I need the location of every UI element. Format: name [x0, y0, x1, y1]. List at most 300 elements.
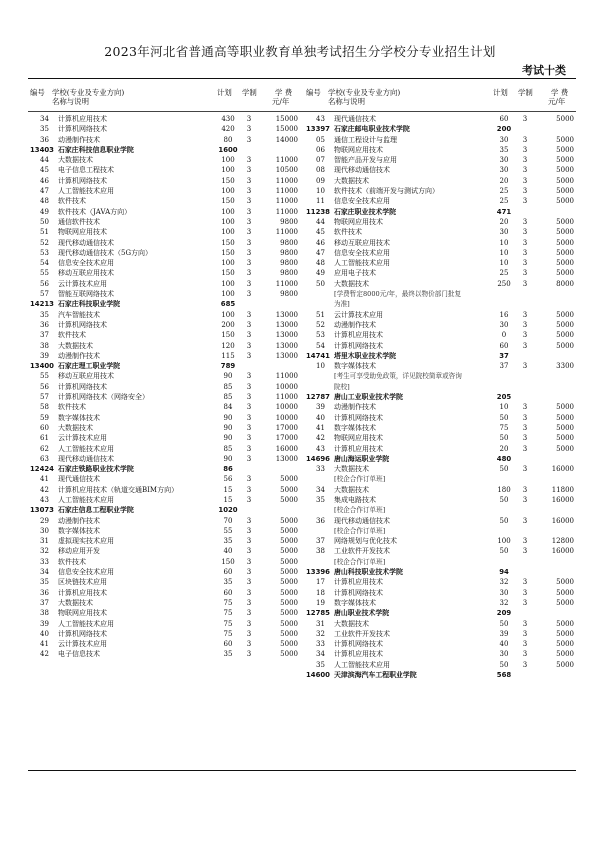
major-years: 3: [246, 290, 252, 299]
header-name-desc: 名称与说明: [52, 97, 89, 106]
major-code: 49: [40, 207, 49, 216]
school-name: 唐山海运职业学院: [334, 454, 390, 463]
major-code: 53: [316, 331, 325, 340]
major-plan: 50: [499, 516, 509, 525]
major-code: 52: [316, 320, 325, 329]
major-plan: 150: [221, 269, 235, 278]
major-plan: 10: [499, 238, 509, 247]
major-fee: 5000: [556, 217, 574, 226]
major-row: [304, 227, 576, 237]
major-plan: 150: [221, 197, 235, 206]
major-code: 34: [40, 568, 49, 577]
major-row: [304, 649, 576, 659]
major-code: 36: [40, 320, 49, 329]
major-name: 云计算技术应用: [58, 640, 107, 649]
major-years: 3: [522, 619, 528, 628]
school-row: [304, 351, 576, 361]
major-code: 46: [316, 238, 325, 247]
major-years: 3: [522, 434, 528, 443]
right-rows: [304, 114, 576, 680]
major-years: 3: [522, 331, 528, 340]
major-plan: 35: [499, 145, 509, 154]
major-plan: 55: [223, 526, 233, 535]
major-name: 动漫制作技术: [58, 351, 100, 360]
major-row: [28, 639, 300, 649]
major-code: 58: [40, 403, 49, 412]
major-name: 现代移动通信技术: [334, 516, 390, 525]
major-plan: 90: [223, 434, 233, 443]
major-plan: 80: [223, 135, 233, 144]
major-row: [28, 536, 300, 546]
major-years: 3: [246, 598, 252, 607]
major-plan: 100: [221, 217, 235, 226]
major-row: [28, 392, 300, 402]
major-name: 现代移动通信技术: [58, 454, 114, 463]
major-name: 现代移动通信技术（5G方向）: [58, 248, 153, 257]
major-fee: 5000: [280, 629, 298, 638]
major-years: 3: [522, 310, 528, 319]
major-years: 3: [522, 248, 528, 257]
major-years: 3: [246, 351, 252, 360]
major-name: 计算机网络技术: [58, 629, 107, 638]
major-code: 61: [40, 434, 49, 443]
major-code: 38: [316, 547, 325, 556]
major-plan: 60: [499, 341, 509, 350]
major-name: 软件技术: [334, 228, 362, 237]
major-row: [28, 557, 300, 567]
major-name: 数字媒体技术: [58, 413, 100, 422]
major-code: 35: [40, 125, 49, 134]
major-code: 37: [40, 331, 49, 340]
major-code: 34: [40, 115, 49, 123]
major-years: 3: [522, 495, 528, 504]
major-code: 32: [40, 547, 49, 556]
major-code: 31: [40, 537, 49, 546]
major-row: [304, 145, 576, 155]
major-row: [304, 413, 576, 423]
major-code: 06: [316, 145, 325, 154]
major-code: 05: [316, 135, 325, 144]
major-row: [28, 217, 300, 227]
major-plan: 32: [499, 598, 509, 607]
major-name: 动漫制作技术: [334, 403, 376, 412]
major-code: 37: [40, 598, 49, 607]
major-row: [304, 402, 576, 412]
major-fee: 5000: [556, 135, 574, 144]
major-fee: 5000: [556, 156, 574, 165]
major-plan: 75: [223, 609, 233, 618]
major-name: 大数据技术: [58, 341, 93, 350]
major-code: 33: [316, 640, 325, 649]
major-name: 软件技术: [58, 331, 86, 340]
major-row: [28, 546, 300, 556]
major-fee: 5000: [556, 259, 574, 268]
major-code: 48: [40, 197, 49, 206]
major-row: [28, 567, 300, 577]
major-name: 工业软件开发技术: [334, 629, 390, 638]
major-name: 人工智能技术应用: [334, 259, 390, 268]
school-row: [28, 145, 300, 155]
major-code: 59: [40, 413, 49, 422]
major-fee: 5000: [280, 640, 298, 649]
major-years: 3: [246, 475, 252, 484]
major-years: 3: [246, 485, 252, 494]
major-row: [304, 536, 576, 546]
major-row: [304, 155, 576, 165]
major-name: 物联网应用技术: [334, 434, 383, 443]
school-plan-total: 480: [496, 454, 512, 463]
major-fee: 5000: [556, 248, 574, 257]
major-code: 47: [316, 248, 325, 257]
major-row: [304, 341, 576, 351]
major-name: 计算机网络技术: [58, 382, 107, 391]
major-fee: 5000: [556, 619, 574, 628]
school-name: 唐山工业职业技术学院: [334, 393, 403, 402]
major-code: 35: [40, 578, 49, 587]
school-plan-total: 205: [496, 393, 512, 402]
major-name: 计算机网络技术: [334, 413, 383, 422]
major-row: [28, 248, 300, 258]
major-row: [28, 114, 300, 124]
major-plan: 430: [221, 115, 235, 123]
major-years: 3: [522, 640, 528, 649]
major-fee: 5000: [280, 537, 298, 546]
major-fee: 5000: [280, 485, 298, 494]
right-column-header: [304, 82, 576, 110]
major-code: 48: [316, 259, 325, 268]
major-fee: 5000: [556, 403, 574, 412]
major-name: 电子信息技术: [58, 650, 100, 659]
school-row: [304, 392, 576, 402]
school-code: 14600: [306, 671, 330, 680]
major-name: 数字媒体技术: [334, 423, 376, 432]
header-plan: 计划: [493, 88, 508, 97]
major-years: 3: [246, 320, 252, 329]
major-fee: 9800: [280, 259, 298, 268]
major-fee: 5000: [280, 619, 298, 628]
major-fee: 5000: [280, 588, 298, 597]
major-name: 集成电路技术: [334, 495, 376, 504]
note-text: 院校]: [334, 382, 350, 391]
major-code: 52: [40, 238, 49, 247]
major-plan: 60: [499, 115, 509, 123]
major-years: 3: [246, 217, 252, 226]
major-fee: 10000: [275, 413, 298, 422]
major-row: [304, 361, 576, 371]
school-row: [304, 124, 576, 134]
note-text: [校企合作订单班]: [334, 506, 386, 515]
major-name: 信息安全技术应用: [334, 197, 390, 206]
major-row: [28, 526, 300, 536]
major-name: 物联网应用技术: [58, 609, 107, 618]
major-years: 3: [522, 485, 528, 494]
school-name: 石家庄理工职业学院: [58, 362, 121, 371]
major-plan: 30: [499, 156, 509, 165]
major-code: 41: [40, 640, 49, 649]
major-years: 3: [522, 238, 528, 247]
major-code: 37: [316, 537, 325, 546]
major-row: [28, 279, 300, 289]
major-fee: 5000: [280, 609, 298, 618]
school-plan-total: 1600: [218, 145, 238, 154]
major-plan: 85: [223, 393, 233, 402]
major-code: 51: [316, 310, 325, 319]
major-fee: 5000: [556, 413, 574, 422]
major-years: 3: [246, 557, 252, 566]
major-years: 3: [246, 434, 252, 443]
major-row: [28, 423, 300, 433]
major-code: 42: [40, 485, 49, 494]
major-plan: 90: [223, 372, 233, 381]
school-code: 12787: [306, 393, 330, 402]
right-column: [304, 82, 576, 680]
major-plan: 25: [499, 187, 509, 196]
major-years: 3: [246, 619, 252, 628]
major-plan: 100: [497, 537, 511, 546]
major-name: 计算机应用技术: [334, 650, 383, 659]
major-years: 3: [522, 598, 528, 607]
major-years: 3: [522, 516, 528, 525]
major-fee: 5000: [556, 310, 574, 319]
major-years: 3: [246, 259, 252, 268]
major-code: 34: [316, 650, 325, 659]
major-fee: 5000: [280, 568, 298, 577]
major-plan: 35: [223, 537, 233, 546]
major-years: 3: [246, 413, 252, 422]
school-code: 13400: [30, 362, 54, 371]
major-plan: 50: [499, 619, 509, 628]
major-code: 49: [316, 269, 325, 278]
major-fee: 5000: [280, 495, 298, 504]
major-code: 36: [40, 135, 49, 144]
major-plan: 100: [221, 187, 235, 196]
left-column-header: [28, 82, 300, 110]
header-code: 编号: [306, 88, 321, 97]
major-code: 39: [40, 351, 49, 360]
major-row: [304, 546, 576, 556]
note-row: [304, 557, 576, 567]
major-name: 大数据技术: [334, 619, 369, 628]
major-years: 3: [246, 166, 252, 175]
major-row: [304, 464, 576, 474]
major-fee: 8000: [556, 279, 574, 288]
major-years: 3: [246, 650, 252, 659]
major-plan: 0: [501, 331, 507, 340]
school-row: [304, 608, 576, 618]
major-row: [304, 619, 576, 629]
major-fee: 16000: [551, 465, 574, 474]
major-fee: 5000: [556, 331, 574, 340]
major-row: [304, 165, 576, 175]
major-years: 3: [246, 454, 252, 463]
major-fee: 5000: [556, 238, 574, 247]
major-row: [304, 279, 576, 289]
major-plan: 50: [499, 434, 509, 443]
school-name: 石家庄职业技术学院: [334, 207, 397, 216]
major-fee: 5000: [280, 475, 298, 484]
major-row: [28, 474, 300, 484]
major-plan: 84: [223, 403, 233, 412]
major-years: 3: [246, 331, 252, 340]
major-row: [304, 135, 576, 145]
major-fee: 9800: [280, 217, 298, 226]
school-row: [28, 299, 300, 309]
major-name: 网络规划与优化技术: [334, 537, 397, 546]
school-code: 14213: [30, 300, 54, 309]
major-row: [28, 608, 300, 618]
major-code: 36: [316, 516, 325, 525]
major-fee: 5000: [280, 578, 298, 587]
major-plan: 85: [223, 444, 233, 453]
major-row: [304, 176, 576, 186]
major-years: 3: [246, 516, 252, 525]
note-text: [考生可享受助免政策，详见院校简章或咨询: [334, 372, 462, 381]
major-fee: 11000: [275, 197, 298, 206]
major-plan: 35: [223, 578, 233, 587]
major-code: 57: [40, 393, 49, 402]
header-school: 学校(专业及专业方向): [52, 88, 125, 97]
major-plan: 39: [499, 629, 509, 638]
major-fee: 13000: [275, 310, 298, 319]
major-fee: 5000: [280, 598, 298, 607]
major-plan: 100: [221, 310, 235, 319]
major-row: [28, 598, 300, 608]
major-plan: 150: [221, 331, 235, 340]
major-plan: 100: [221, 156, 235, 165]
major-fee: 5000: [556, 320, 574, 329]
header-fee-unit: 元/年: [548, 97, 566, 106]
major-fee: 11000: [275, 372, 298, 381]
major-row: [28, 155, 300, 165]
major-code: 45: [40, 166, 49, 175]
major-plan: 150: [221, 176, 235, 185]
major-years: 3: [522, 444, 528, 453]
major-plan: 250: [497, 279, 511, 288]
major-fee: 5000: [556, 423, 574, 432]
major-fee: 5000: [280, 650, 298, 659]
major-years: 3: [522, 197, 528, 206]
major-years: 3: [246, 115, 252, 123]
major-plan: 10: [499, 403, 509, 412]
left-column: [28, 82, 300, 660]
major-name: 软件技术（前端开发与测试方向）: [334, 187, 439, 196]
major-row: [28, 289, 300, 299]
major-code: 55: [40, 372, 49, 381]
school-row: [304, 670, 576, 680]
left-rows: [28, 114, 300, 660]
major-name: 物联网应用技术: [334, 145, 383, 154]
major-years: 3: [246, 310, 252, 319]
major-years: 3: [246, 207, 252, 216]
major-years: 3: [522, 547, 528, 556]
major-years: 3: [246, 176, 252, 185]
major-code: 38: [40, 341, 49, 350]
major-row: [28, 258, 300, 268]
major-code: 63: [40, 454, 49, 463]
major-fee: 11000: [275, 393, 298, 402]
note-row: [304, 526, 576, 536]
major-fee: 5000: [556, 145, 574, 154]
major-code: 54: [316, 341, 325, 350]
major-name: 大数据技术: [334, 279, 369, 288]
major-name: 物联网应用技术: [58, 228, 107, 237]
major-years: 3: [522, 279, 528, 288]
major-fee: 5000: [280, 557, 298, 566]
major-code: 40: [316, 413, 325, 422]
major-name: 计算机应用技术: [334, 444, 383, 453]
bottom-rule: [28, 770, 576, 771]
note-text: [校企合作订单班]: [334, 557, 386, 566]
major-plan: 16: [499, 310, 509, 319]
school-row: [304, 207, 576, 217]
major-fee: 5000: [556, 650, 574, 659]
school-code: 13073: [30, 506, 54, 515]
major-years: 3: [522, 176, 528, 185]
major-code: 18: [316, 588, 325, 597]
major-code: 42: [316, 434, 325, 443]
major-plan: 70: [223, 516, 233, 525]
major-years: 3: [522, 629, 528, 638]
major-plan: 50: [499, 495, 509, 504]
major-name: 计算机应用技术: [334, 578, 383, 587]
school-name: 唐山科技职业技术学院: [334, 568, 403, 577]
major-name: 人工智能技术应用: [58, 444, 114, 453]
major-plan: 100: [221, 166, 235, 175]
major-code: 43: [316, 444, 325, 453]
note-row: [304, 299, 576, 309]
major-name: 数字媒体技术: [334, 598, 376, 607]
major-fee: 5000: [556, 629, 574, 638]
major-plan: 10: [499, 259, 509, 268]
major-code: 50: [40, 217, 49, 226]
note-text: 为准]: [334, 300, 350, 309]
school-name: 石家庄邮电职业技术学院: [334, 125, 410, 134]
major-plan: 40: [223, 547, 233, 556]
major-name: 动漫制作技术: [58, 516, 100, 525]
major-name: 计算机网络技术: [58, 125, 107, 134]
major-row: [304, 660, 576, 670]
major-name: 现代移动通信技术: [58, 238, 114, 247]
major-row: [304, 310, 576, 320]
major-fee: 13000: [275, 351, 298, 360]
major-name: 计算机应用技术: [58, 115, 107, 123]
major-row: [28, 268, 300, 278]
major-fee: 16000: [275, 444, 298, 453]
major-name: 云计算技术应用: [334, 310, 383, 319]
major-row: [28, 238, 300, 248]
major-years: 3: [522, 588, 528, 597]
note-row: [304, 382, 576, 392]
major-code: 45: [316, 228, 325, 237]
header-fee: 学 费: [551, 88, 569, 97]
header-fee: 学 费: [275, 88, 293, 97]
note-row: [304, 289, 576, 299]
major-fee: 5000: [280, 547, 298, 556]
major-name: 动漫制作技术: [58, 135, 100, 144]
major-row: [304, 268, 576, 278]
top-rule: [28, 78, 576, 79]
major-fee: 5000: [556, 444, 574, 453]
major-name: 软件技术: [58, 557, 86, 566]
major-years: 3: [246, 640, 252, 649]
major-fee: 5000: [280, 526, 298, 535]
major-years: 3: [246, 279, 252, 288]
major-fee: 16000: [551, 516, 574, 525]
major-name: 虚拟现实技术应用: [58, 537, 114, 546]
school-name: 塔里木职业技术学院: [334, 351, 397, 360]
major-row: [304, 238, 576, 248]
major-name: 现代通信技术: [58, 475, 100, 484]
